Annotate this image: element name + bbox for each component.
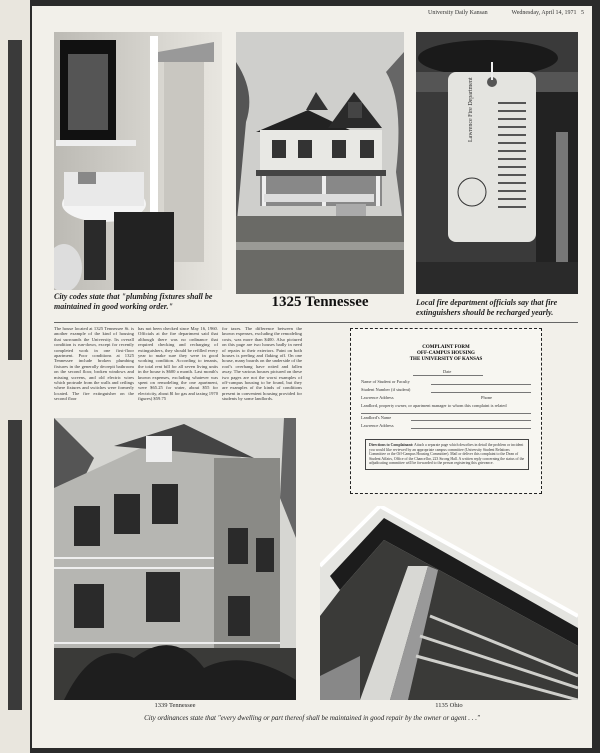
form-date-line (413, 375, 483, 376)
previous-page-edge (0, 0, 30, 753)
complaint-form (350, 328, 542, 494)
complaint-form-title-line-2: OFF-CAMPUS HOUSING (417, 351, 475, 356)
form-line (411, 420, 531, 421)
masthead (40, 10, 584, 22)
article-column-3: for taxes. The difference between the known expenses, excluding the remodeling costs, was more than $400. Also pictured on this page are two houses badly in need of repairs to their exteriors. Paint on both houses is peeling and flaking off. On one house, many boards on the underside of the roof's overhang have rotted and fallen away. The various houses pictured on these two pages are not the worst examples of off-campus housing to be found, but they are examples of the kinds of conditions present in convenient housing provided for students by some landlords. (222, 326, 302, 402)
complaint-form-title (351, 345, 541, 363)
article-column-1: The house located at 1325 Tennessee St. is another example of the kind of housing that surrounds the University. Its overall condition is run-down, except for recently completed work in one first-floor apartment. Poor conditions at 1325 Tennessee include broken plumbing fixtures in the generally decrepit bathroom on the second floor, broken windows and missing screens, and old electric wires which protrude from the walls and ceilings where fixtures and switches were formerly located. The fire extinguisher on the second floor (54, 326, 134, 402)
form-directions-box (365, 439, 529, 470)
form-field-phone: Phone (481, 395, 492, 400)
form-directions-title: Directions to Complainant: (369, 443, 414, 447)
house-1325-tennessee-photo (236, 32, 404, 294)
label-1135-ohio: 1135 Ohio (435, 702, 463, 709)
form-field-landlord: Landlord, property owner, or apartment manager to whom this complaint is related (361, 403, 507, 408)
form-field-student-number: Student Number (if student) (361, 387, 411, 392)
masthead-paper: University Daily Kansan (428, 10, 488, 16)
form-date-label: Date (443, 369, 452, 374)
svg-text:Lawrence Fire Department: Lawrence Fire Department (468, 77, 474, 142)
headline-1325-tennessee: 1325 Tennessee (271, 294, 369, 310)
form-field-landlord-address: Lawrence Address (361, 423, 394, 428)
previous-page-photo-strip (8, 40, 22, 360)
bathroom-photo (54, 32, 222, 290)
masthead-page-number: 5 (581, 10, 584, 16)
label-1339-tennessee: 1339 Tennessee (154, 702, 196, 709)
bathroom-photo-caption: City codes state that "plumbing fixtures shall be maintained in good working order." (54, 292, 213, 311)
house-1135-ohio-eave-photo (320, 506, 578, 700)
form-field-landlord-name: Landlord's Name (361, 415, 392, 420)
section-rule (54, 322, 578, 323)
fire-extinguisher-tag-photo (416, 32, 578, 294)
masthead-date: Wednesday, April 14, 1971 (511, 10, 577, 16)
form-field-lawrence-address: Lawrence Address (361, 395, 394, 400)
masthead-date-page (512, 10, 584, 16)
form-directions-text: Attach a separate page which describes in detail the problem or incident you would like reviewed by an appropriate campus committee (University Student Relations Committee or the Off-Campus Housing Committee). Mail or deliver this complaint to the Dean of Student Affairs, Office of the Chancellor, 223 Strong Hall. A written reply concerning the status of the adjudicating committee will be forwarded to the person registering this grievance. (369, 443, 525, 466)
form-field-name: Name of Student or Faculty (361, 379, 410, 384)
bottom-caption: City ordinances state that "every dwelling or part thereof shall be maintained in good repair by the owner or agent . . ." (144, 714, 480, 722)
complaint-form-title-line-3: THE UNIVERSITY OF KANSAS (409, 357, 483, 362)
complaint-form-title-line-1: COMPLAINT FORM (422, 345, 470, 350)
previous-page-photo-strip (8, 420, 22, 710)
form-line (361, 413, 531, 414)
article-column-2: has not been checked since May 16, 1960. Officials at the fire department said that although there was no ordinance that required checking and recharging of extinguishers, they should be refilled every year to make sure they were in good working condition. According to tenants, the total rent bill for all seven living units in the house is $600 a month. Last month's known expenses, excluding whatever was spent on remodeling the one apartment, were $65.25 for water, about $55 for electricity, about $l for gas and taxing 1970 figures) $59.75 (138, 326, 218, 402)
house-1339-tennessee-photo (54, 418, 296, 700)
fire-extinguisher-caption: Local fire department officials say that fire extinguishers should be recharged yearly. (416, 298, 558, 317)
form-line (431, 392, 531, 393)
form-line (431, 384, 531, 385)
newspaper-page (32, 6, 592, 748)
form-line (411, 428, 531, 429)
